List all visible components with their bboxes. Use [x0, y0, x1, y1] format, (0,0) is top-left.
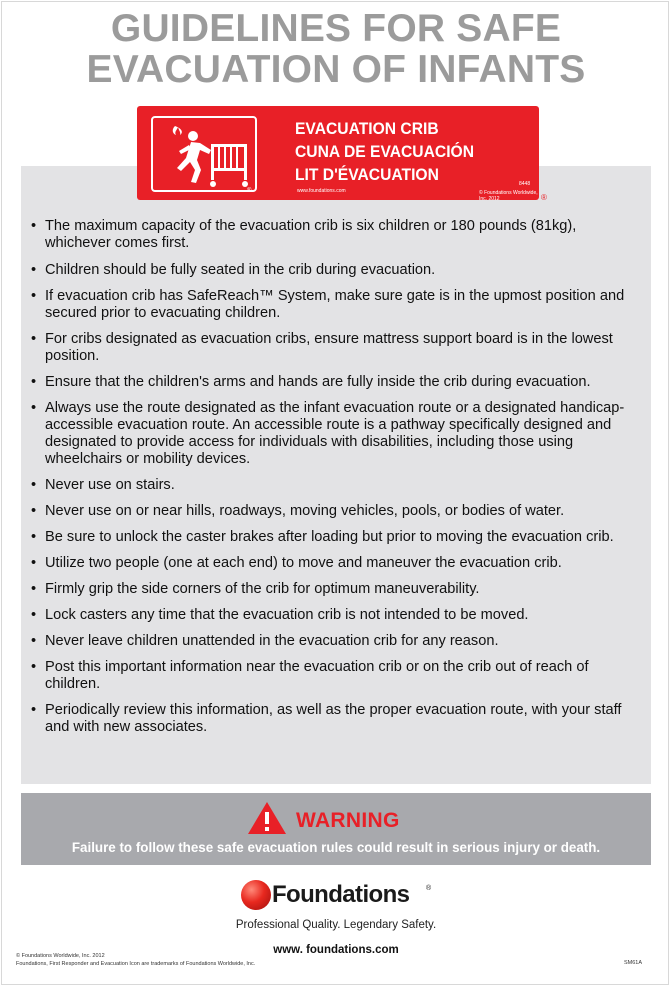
- sign-line-english: EVACUATION CRIB: [295, 119, 439, 138]
- sign-url: www.foundations.com: [297, 188, 346, 194]
- footer-trademark: Foundations, First Responder and Evacuation Icon are trademarks of Foundations Worldwide, Inc.: [16, 961, 256, 967]
- page-title: [0, 8, 672, 90]
- list-item: • Lock casters any time that the evacuation crib is not intended to be moved.: [31, 607, 529, 623]
- list-item: • Never use on or near hills, roadways, moving vehicles, pools, or bodies of water.: [31, 503, 565, 519]
- footer-copyright: © Foundations Worldwide, Inc. 2012: [16, 953, 105, 959]
- sign-copyright: © Foundations Worldwide, Inc. 2012: [479, 190, 538, 202]
- list-item: • Always use the route designated as the infant evacuation route or a designated handicap-accessible evacuation route. An accessible route is a pathway specifically designed and designated to provide access for individuals with disabilities, including those using wheelchairs or mobility devices.: [31, 400, 625, 467]
- list-item: • Never use on stairs.: [31, 477, 175, 493]
- brand-name: Foundations: [272, 881, 410, 908]
- list-item: • For cribs designated as evacuation cribs, ensure mattress support board is in the lowest position.: [31, 331, 613, 364]
- brand-tagline: Professional Quality. Legendary Safety.: [235, 919, 437, 931]
- foundations-logo-ball: [241, 880, 271, 910]
- list-item: • Be sure to unlock the caster brakes after loading but prior to moving the evacuation crib.: [31, 529, 614, 545]
- footer-code: SM61A: [624, 960, 643, 966]
- list-item: • Utilize two people (one at each end) to move and maneuver the evacuation crib.: [31, 555, 562, 571]
- sign-reg-mark: ®: [541, 193, 547, 202]
- list-item: • Firmly grip the side corners of the crib for optimum maneuverability.: [31, 581, 480, 597]
- list-item: • Post this important information near the evacuation crib or on the crib out of reach of children.: [31, 659, 589, 692]
- list-item: • Periodically review this information, as well as the proper evacuation route, with your staff and with new associates.: [31, 702, 622, 735]
- list-item: • The maximum capacity of the evacuation crib is six children or 180 pounds (81kg), whichever comes first.: [31, 218, 577, 251]
- list-item: • Children should be fully seated in the crib during evacuation.: [31, 262, 436, 278]
- sign-line-french: LIT D'ÉVACUATION: [295, 165, 439, 184]
- guidelines-list: [31, 218, 631, 736]
- warning-triangle-icon: [247, 801, 287, 835]
- title-line-2: EVACUATION OF INFANTS: [86, 48, 586, 91]
- sign-line-spanish: CUNA DE EVACUACIÓN: [295, 142, 474, 161]
- sign-code: 8448: [519, 181, 531, 187]
- list-item: • Never leave children unattended in the evacuation crib for any reason.: [31, 633, 499, 649]
- warning-title: WARNING: [296, 809, 400, 832]
- warning-text: Failure to follow these safe evacuation rules could result in serious injury or death.: [71, 840, 601, 855]
- brand-reg-mark: ®: [426, 885, 432, 892]
- evacuation-crib-sign: [137, 106, 539, 200]
- sign-icon-reg: ®: [247, 188, 252, 194]
- list-item: • If evacuation crib has SafeReach™ System, make sure gate is in the upmost position and secured prior to evacuating children.: [31, 288, 625, 321]
- brand-url: www. foundations.com: [273, 944, 399, 956]
- list-item: • Ensure that the children's arms and hands are fully inside the crib during evacuation.: [31, 374, 591, 390]
- title-line-1: GUIDELINES FOR SAFE: [110, 7, 562, 50]
- evacuation-crib-icon: [151, 116, 257, 192]
